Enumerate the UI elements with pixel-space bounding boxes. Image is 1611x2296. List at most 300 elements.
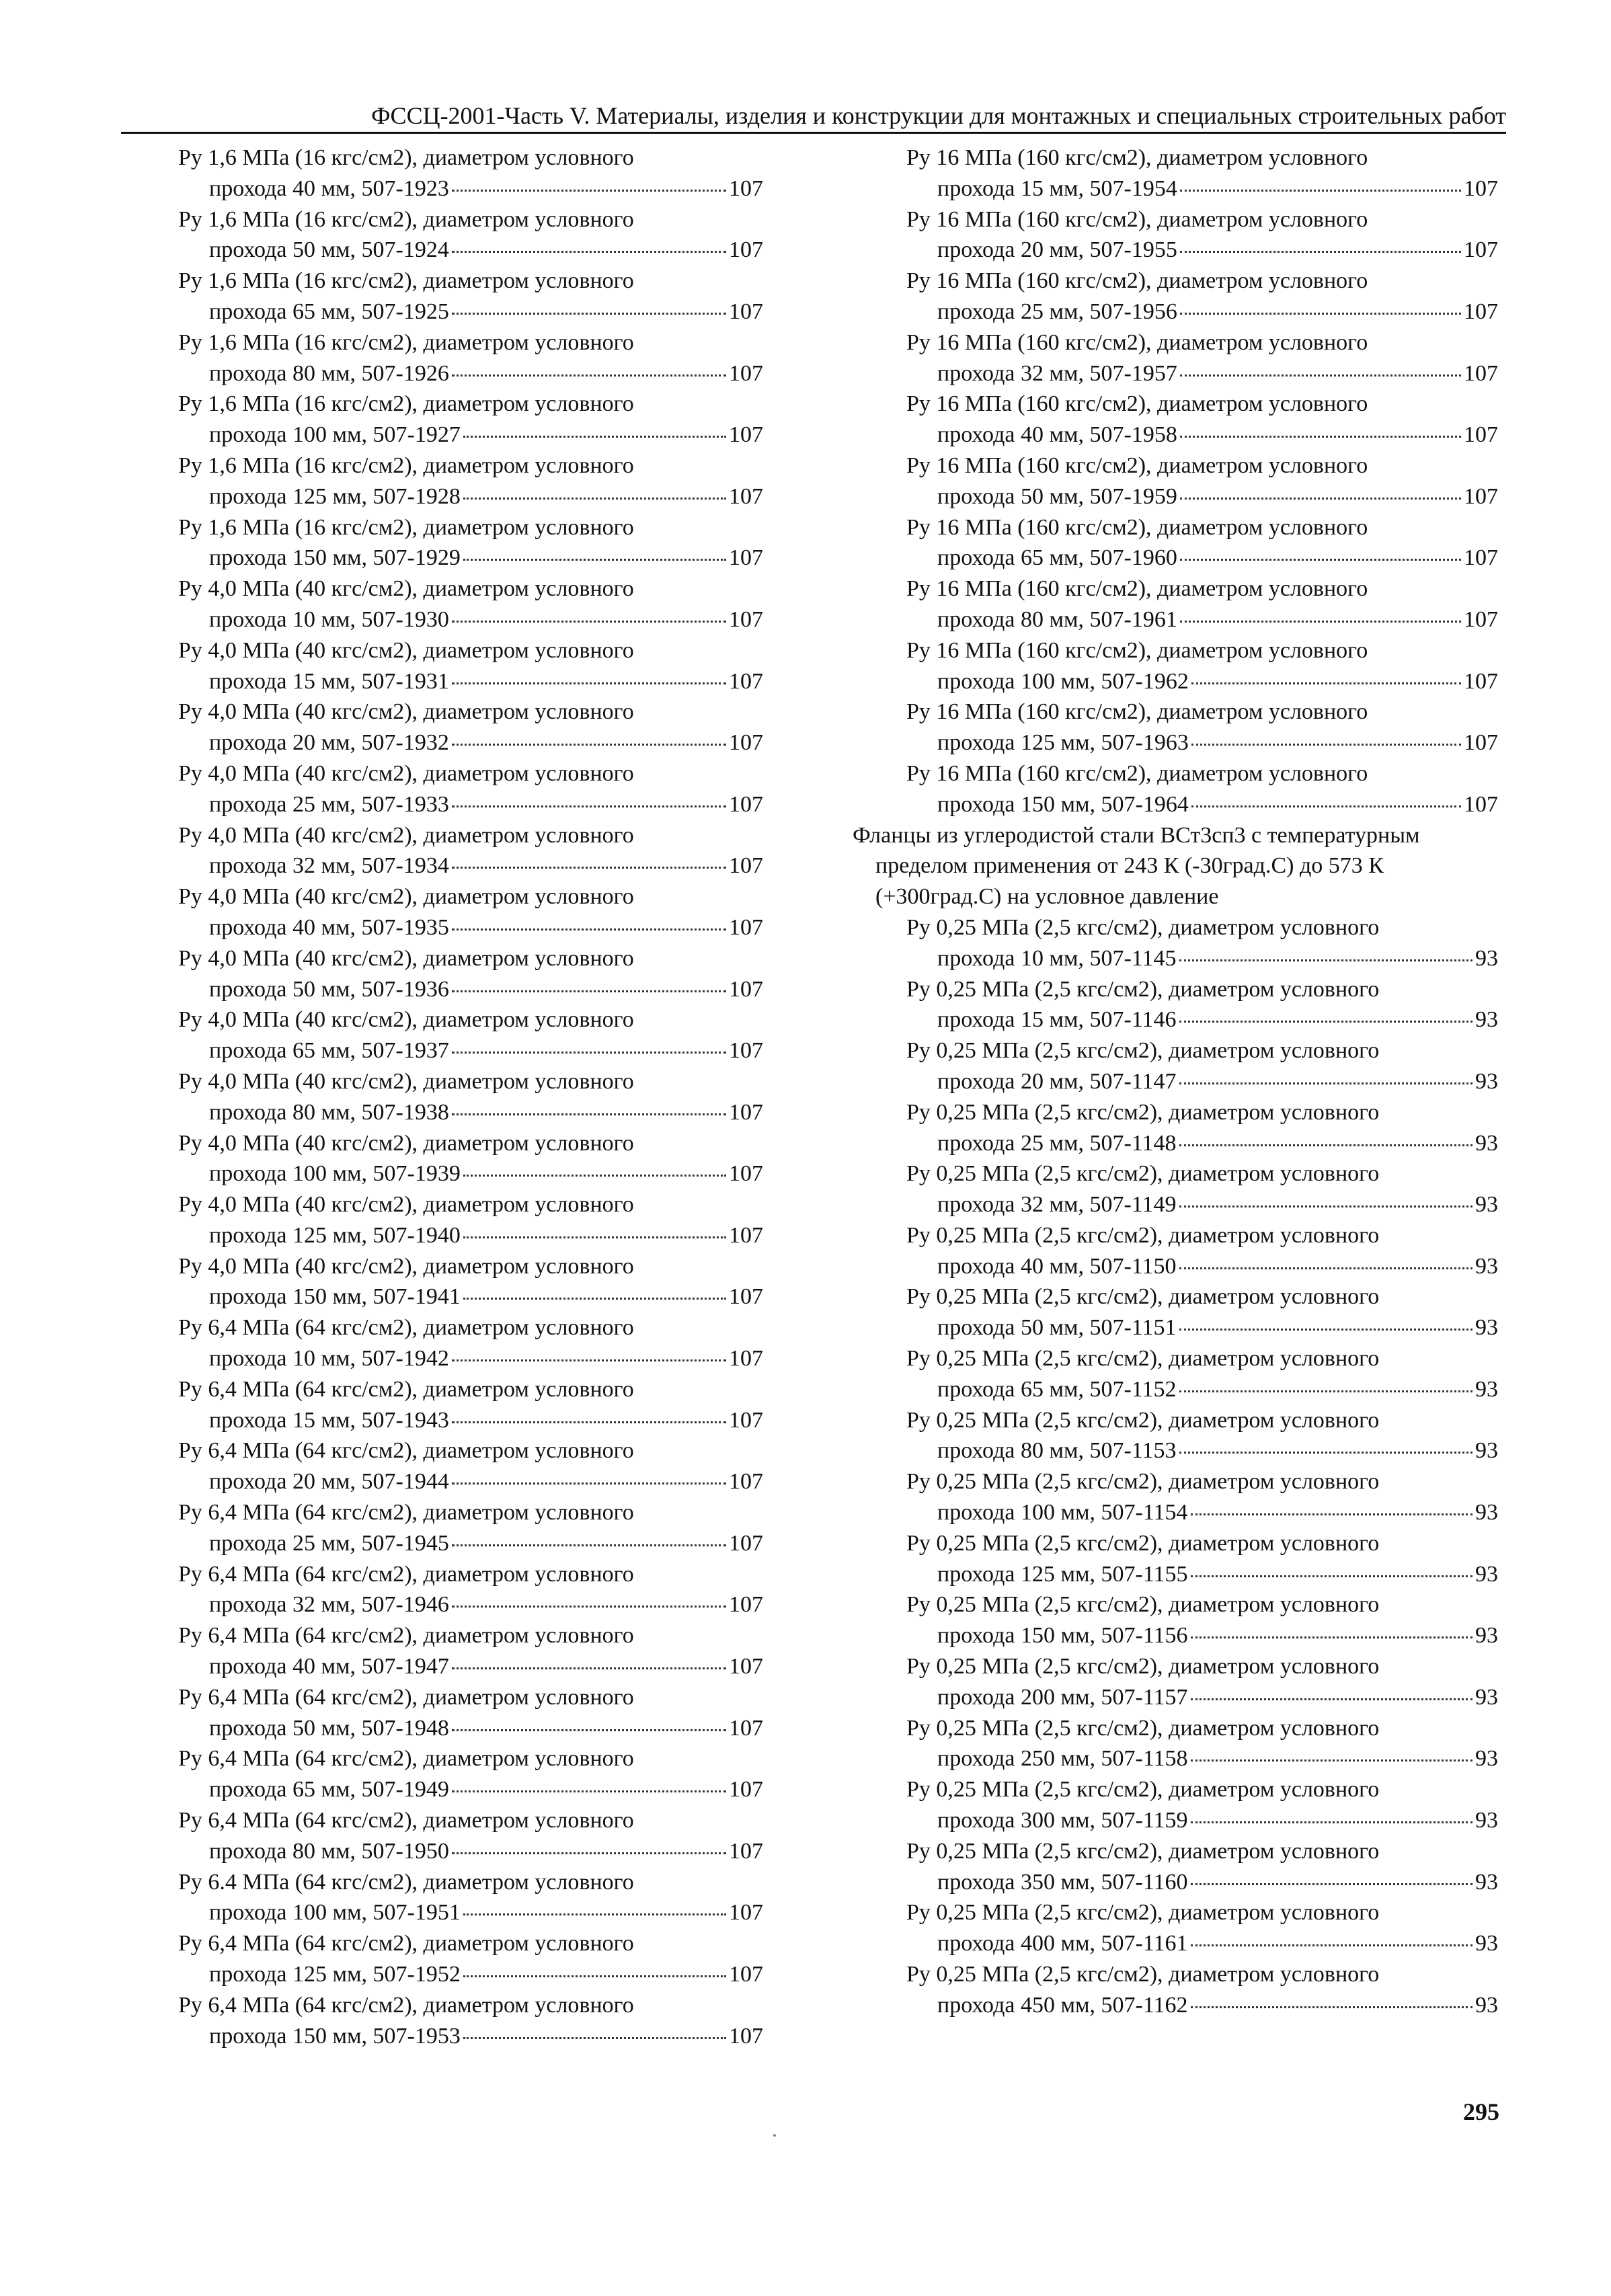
dot-leader: [463, 1175, 726, 1177]
dot-leader: [1180, 374, 1461, 377]
entry-pressure-text: Ру 16 МПа (160 кгс/см2), диаметром условного: [906, 329, 1368, 355]
entry-pressure-text: Ру 6,4 МПа (64 кгс/см2), диаметром условного: [178, 1992, 634, 2018]
index-entry: [178, 943, 763, 1005]
entry-bore-line: [906, 1128, 1498, 1159]
entry-bore-code: прохода 40 мм, 507-1150: [937, 1253, 1177, 1279]
page-reference: 107: [729, 1222, 763, 1248]
entry-bore-line: [906, 604, 1498, 635]
page-reference: 93: [1475, 1500, 1498, 1526]
index-entry: [178, 697, 763, 758]
entry-pressure-text: Ру 4,0 МПа (40 кгс/см2), диаметром условного: [178, 1192, 634, 1218]
entry-bore-code: прохода 150 мм, 507-1156: [937, 1623, 1188, 1649]
entry-bore-code: прохода 125 мм, 507-1155: [937, 1561, 1188, 1587]
right-column-entries-top: [853, 143, 1498, 820]
entry-bore-line: [178, 2021, 763, 2052]
index-entry: [853, 1651, 1498, 1713]
entry-pressure-text: Ру 4,0 МПа (40 кгс/см2), диаметром условного: [178, 637, 634, 663]
entry-pressure-text: Ру 6,4 МПа (64 кгс/см2), диаметром условного: [178, 1931, 634, 1956]
entry-bore-line: [906, 727, 1498, 758]
dot-leader: [463, 1298, 726, 1300]
entry-pressure-text: Ру 0,25 МПа (2,5 кгс/см2), диаметром условного: [906, 1530, 1380, 1556]
entry-bore-code: прохода 100 мм, 507-1951: [209, 1900, 461, 1926]
entry-pressure-text: Ру 1,6 МПа (16 кгс/см2), диаметром условного: [178, 268, 634, 294]
entry-pressure-text: Ру 16 МПа (160 кгс/см2), диаметром условного: [906, 760, 1368, 786]
dot-leader: [463, 1236, 726, 1238]
entry-bore-code: прохода 25 мм, 507-1956: [937, 299, 1177, 324]
entry-bore-code: прохода 50 мм, 507-1151: [937, 1315, 1177, 1341]
page-reference: 107: [729, 422, 763, 448]
dot-leader: [1191, 1636, 1472, 1638]
entry-pressure-text: Ру 6,4 МПа (64 кгс/см2), диаметром условного: [178, 1500, 634, 1526]
dot-leader: [1191, 805, 1461, 807]
entry-bore-line: [178, 543, 763, 573]
entry-pressure-text: Ру 0,25 МПа (2,5 кгс/см2), диаметром условного: [906, 1592, 1380, 1618]
entry-bore-line: [906, 943, 1498, 974]
entry-bore-code: прохода 40 мм, 507-1923: [209, 175, 449, 201]
index-entry: [853, 1281, 1498, 1343]
page-reference: 107: [1464, 791, 1498, 817]
entry-bore-code: прохода 150 мм, 507-1929: [209, 545, 461, 571]
dot-leader: [452, 1544, 726, 1546]
dot-leader: [452, 1606, 726, 1608]
entry-pressure-text: Ру 0,25 МПа (2,5 кгс/см2), диаметром условного: [906, 1161, 1380, 1187]
index-entry: [178, 204, 763, 266]
page-reference: 93: [1475, 1130, 1498, 1156]
entry-bore-line: [178, 850, 763, 881]
dot-leader: [1179, 959, 1472, 961]
entry-bore-line: [178, 789, 763, 820]
dot-leader: [452, 1729, 726, 1731]
entry-bore-line: [178, 974, 763, 1005]
index-entry: [178, 327, 763, 389]
index-entry: [178, 266, 763, 327]
page-reference: 107: [729, 175, 763, 201]
page-reference: 107: [729, 1592, 763, 1618]
entry-bore-line: [906, 1620, 1498, 1651]
page-reference: 107: [729, 1838, 763, 1864]
entry-bore-code: прохода 50 мм, 507-1959: [937, 483, 1177, 509]
entry-bore-code: прохода 100 мм, 507-1927: [209, 422, 461, 448]
page-reference: 107: [729, 237, 763, 263]
page-reference: 93: [1475, 1623, 1498, 1649]
index-entry: [178, 1743, 763, 1805]
entry-bore-line: [906, 1374, 1498, 1405]
entry-pressure-text: Ру 4,0 МПа (40 кгс/см2), диаметром условного: [178, 1130, 634, 1156]
entry-bore-line: [906, 1990, 1498, 2021]
entry-pressure-text: Ру 0,25 МПа (2,5 кгс/см2), диаметром условного: [906, 1469, 1380, 1495]
dot-leader: [1191, 2006, 1472, 2008]
entry-bore-code: прохода 80 мм, 507-1153: [937, 1438, 1177, 1464]
entry-bore-line: [178, 1713, 763, 1744]
entry-pressure-text: Ру 1,6 МПа (16 кгс/см2), диаметром условного: [178, 391, 634, 417]
index-entry: [853, 1158, 1498, 1220]
page-reference: 107: [729, 483, 763, 509]
entry-bore-line: [906, 1189, 1498, 1220]
entry-pressure-text: Ру 1,6 МПа (16 кгс/см2), диаметром условного: [178, 514, 634, 540]
right-column-entries-bottom: [853, 912, 1498, 2021]
dot-leader: [452, 374, 726, 377]
page-reference: 107: [729, 791, 763, 817]
entry-bore-line: [178, 235, 763, 266]
entry-bore-code: прохода 65 мм, 507-1152: [937, 1376, 1177, 1402]
dot-leader: [463, 1913, 726, 1915]
entry-pressure-text: Ру 6,4 МПа (64 кгс/см2), диаметром условного: [178, 1746, 634, 1772]
entry-bore-code: прохода 15 мм, 507-1931: [209, 668, 449, 694]
entry-bore-code: прохода 65 мм, 507-1937: [209, 1038, 449, 1064]
page-reference: 107: [729, 730, 763, 756]
dot-leader: [1191, 1698, 1472, 1700]
entry-bore-code: прохода 80 мм, 507-1938: [209, 1099, 449, 1125]
page-reference: 107: [729, 1715, 763, 1741]
index-entry: [853, 635, 1498, 697]
index-entry: [178, 881, 763, 943]
index-entry: [178, 758, 763, 820]
dot-leader: [1179, 1082, 1472, 1084]
dot-leader: [1191, 682, 1461, 684]
entry-pressure-text: Ру 0,25 МПа (2,5 кгс/см2), диаметром условного: [906, 1962, 1380, 1987]
entry-bore-code: прохода 50 мм, 507-1936: [209, 976, 449, 1002]
entry-pressure-text: Ру 0,25 МПа (2,5 кгс/см2), диаметром условного: [906, 1777, 1380, 1803]
dot-leader: [452, 1667, 726, 1669]
entry-bore-code: прохода 15 мм, 507-1954: [937, 175, 1177, 201]
page-reference: 107: [1464, 360, 1498, 386]
entry-bore-code: прохода 450 мм, 507-1162: [937, 1992, 1188, 2018]
entry-pressure-text: Ру 0,25 МПа (2,5 кгс/см2), диаметром условного: [906, 1715, 1380, 1741]
dot-leader: [452, 805, 726, 807]
page-reference: 93: [1475, 1746, 1498, 1772]
index-entry: [853, 204, 1498, 266]
dot-leader: [1191, 1575, 1472, 1577]
index-entry: [178, 635, 763, 697]
dot-leader: [1191, 1759, 1472, 1761]
page-reference: 93: [1475, 1315, 1498, 1341]
index-entry: [178, 1805, 763, 1867]
entry-pressure-text: Ру 0,25 МПа (2,5 кгс/см2), диаметром условного: [906, 1038, 1380, 1064]
dot-leader: [452, 682, 726, 684]
page-reference: 107: [1464, 422, 1498, 448]
entry-bore-code: прохода 65 мм, 507-1949: [209, 1777, 449, 1803]
entry-pressure-text: Ру 1,6 МПа (16 кгс/см2), диаметром условного: [178, 452, 634, 478]
entry-bore-line: [906, 1559, 1498, 1590]
entry-pressure-text: Ру 16 МПа (160 кгс/см2), диаметром условного: [906, 145, 1368, 170]
entry-pressure-text: Ру 0,25 МПа (2,5 кгс/см2), диаметром условного: [906, 1838, 1380, 1864]
entry-bore-code: прохода 20 мм, 507-1955: [937, 237, 1177, 263]
entry-pressure-text: Ру 0,25 МПа (2,5 кгс/см2), диаметром условного: [906, 1346, 1380, 1372]
page-reference: 107: [729, 1530, 763, 1556]
dot-leader: [1191, 1944, 1472, 1946]
dot-leader: [452, 867, 726, 869]
entry-pressure-text: Ру 4,0 МПа (40 кгс/см2), диаметром условного: [178, 699, 634, 725]
section-heading: Фланцы из углеродистой стали ВСт3сп3 с температурным пределом применения от 243 К (-30град.С) до 573 К (+300град.С) на условное давление: [853, 822, 1420, 910]
entry-bore-line: [178, 1343, 763, 1374]
entry-bore-code: прохода 400 мм, 507-1161: [937, 1931, 1188, 1956]
page-reference: 93: [1475, 1684, 1498, 1710]
entry-bore-line: [178, 358, 763, 389]
entry-pressure-text: Ру 4,0 МПа (40 кгс/см2), диаметром условного: [178, 884, 634, 910]
entry-bore-line: [178, 666, 763, 697]
entry-bore-code: прохода 20 мм, 507-1147: [937, 1068, 1177, 1094]
entry-bore-code: прохода 150 мм, 507-1964: [937, 791, 1189, 817]
index-entry: [853, 1035, 1498, 1097]
index-entry: [178, 1004, 763, 1066]
entry-pressure-text: Ру 6,4 МПа (64 кгс/см2), диаметром условного: [178, 1623, 634, 1649]
entry-bore-code: прохода 25 мм, 507-1945: [209, 1530, 449, 1556]
entry-bore-code: прохода 20 мм, 507-1944: [209, 1469, 449, 1495]
entry-bore-code: прохода 10 мм, 507-1930: [209, 606, 449, 632]
index-entry: [178, 1559, 763, 1621]
entry-bore-line: [178, 173, 763, 204]
index-entry: [853, 1589, 1498, 1651]
page-reference: 107: [729, 1161, 763, 1187]
entry-bore-line: [906, 1066, 1498, 1097]
page-reference: 107: [729, 2023, 763, 2049]
index-entry: [178, 512, 763, 574]
entry-bore-code: прохода 100 мм, 507-1154: [937, 1500, 1188, 1526]
page-reference: 93: [1475, 1808, 1498, 1833]
entry-pressure-text: Ру 16 МПа (160 кгс/см2), диаметром условного: [906, 391, 1368, 417]
entry-bore-code: прохода 10 мм, 507-1942: [209, 1346, 449, 1372]
entry-bore-code: прохода 40 мм, 507-1947: [209, 1654, 449, 1679]
entry-pressure-text: Ру 4,0 МПа (40 кгс/см2), диаметром условного: [178, 1007, 634, 1033]
entry-bore-code: прохода 200 мм, 507-1157: [937, 1684, 1188, 1710]
page-reference: 107: [729, 668, 763, 694]
dot-leader: [1179, 1021, 1472, 1023]
entry-bore-code: прохода 25 мм, 507-1933: [209, 791, 449, 817]
entry-bore-line: [178, 1651, 763, 1682]
page-reference: 107: [1464, 175, 1498, 201]
entry-pressure-text: Ру 6,4 МПа (64 кгс/см2), диаметром условного: [178, 1561, 634, 1587]
entry-bore-line: [906, 789, 1498, 820]
entry-pressure-text: Ру 4,0 МПа (40 кгс/см2), диаметром условного: [178, 760, 634, 786]
dot-leader: [1179, 1144, 1472, 1146]
entry-pressure-text: Ру 0,25 МПа (2,5 кгс/см2), диаметром условного: [906, 1900, 1380, 1926]
page-reference: 93: [1475, 945, 1498, 971]
index-entry: [853, 1405, 1498, 1467]
dot-leader: [1179, 1329, 1472, 1331]
entry-bore-code: прохода 100 мм, 507-1962: [937, 668, 1189, 694]
entry-bore-line: [906, 666, 1498, 697]
entry-bore-code: прохода 100 мм, 507-1939: [209, 1161, 461, 1187]
entry-bore-line: [906, 1004, 1498, 1035]
entry-bore-line: [906, 1928, 1498, 1959]
entry-bore-line: [178, 1158, 763, 1189]
entry-bore-line: [178, 1897, 763, 1928]
index-entry: [853, 1836, 1498, 1898]
index-entry: [178, 1928, 763, 1990]
entry-pressure-text: Ру 0,25 МПа (2,5 кгс/см2), диаметром условного: [906, 1284, 1380, 1310]
index-entry: [178, 1682, 763, 1744]
index-entry: [178, 1066, 763, 1128]
entry-bore-line: [178, 1959, 763, 1990]
entry-pressure-text: Ру 4,0 МПа (40 кгс/см2), диаметром условного: [178, 822, 634, 848]
entry-bore-line: [906, 1497, 1498, 1528]
entry-bore-code: прохода 40 мм, 507-1958: [937, 422, 1177, 448]
index-entry: [178, 1497, 763, 1559]
page-reference: 93: [1475, 1931, 1498, 1956]
entry-pressure-text: Ру 16 МПа (160 кгс/см2), диаметром условного: [906, 452, 1368, 478]
page-reference: 93: [1475, 1561, 1498, 1587]
dot-leader: [452, 1790, 726, 1792]
index-entry: [853, 450, 1498, 512]
index-entry: [853, 573, 1498, 635]
entry-pressure-text: Ру 6,4 МПа (64 кгс/см2), диаметром условного: [178, 1684, 634, 1710]
index-entry: [853, 1343, 1498, 1405]
index-entry: [178, 450, 763, 512]
entry-pressure-text: Ру 0,25 МПа (2,5 кгс/см2), диаметром условного: [906, 1222, 1380, 1248]
index-entry: [853, 1713, 1498, 1775]
page-reference: 107: [729, 1407, 763, 1433]
page-reference: 107: [729, 360, 763, 386]
header-rule: [121, 132, 1506, 134]
entry-bore-line: [178, 727, 763, 758]
dot-leader: [463, 498, 726, 500]
entry-bore-code: прохода 150 мм, 507-1941: [209, 1284, 461, 1310]
dot-leader: [1180, 498, 1461, 500]
index-entry: [853, 327, 1498, 389]
entry-bore-code: прохода 25 мм, 507-1148: [937, 1130, 1177, 1156]
entry-bore-line: [906, 481, 1498, 512]
dot-leader: [452, 1113, 726, 1115]
entry-bore-line: [178, 420, 763, 450]
page-reference: 107: [1464, 668, 1498, 694]
page-reference: 107: [1464, 299, 1498, 324]
entry-bore-code: прохода 32 мм, 507-1149: [937, 1192, 1177, 1218]
entry-pressure-text: Ру 16 МПа (160 кгс/см2), диаметром условного: [906, 514, 1368, 540]
dot-leader: [452, 928, 726, 931]
entry-pressure-text: Ру 1,6 МПа (16 кгс/см2), диаметром условного: [178, 329, 634, 355]
page-reference: 107: [1464, 237, 1498, 263]
entry-bore-line: [906, 173, 1498, 204]
entry-bore-line: [178, 1836, 763, 1867]
index-entry: [178, 1251, 763, 1313]
dot-leader: [452, 1052, 726, 1054]
index-entry: [853, 1220, 1498, 1282]
page-reference: 93: [1475, 1438, 1498, 1464]
page-reference: 107: [729, 299, 763, 324]
page-reference: 107: [729, 976, 763, 1002]
index-entry: [853, 1528, 1498, 1590]
entry-bore-code: прохода 32 мм, 507-1946: [209, 1592, 449, 1618]
index-entry: [178, 143, 763, 204]
entry-bore-code: прохода 250 мм, 507-1158: [937, 1746, 1188, 1772]
entry-pressure-text: Ру 6,4 МПа (64 кгс/см2), диаметром условного: [178, 1808, 634, 1833]
index-entry: [178, 1128, 763, 1190]
page-reference: 107: [1464, 545, 1498, 571]
index-entry: [853, 912, 1498, 974]
dot-leader: [1179, 1205, 1472, 1208]
page-reference: 107: [729, 1284, 763, 1310]
dot-leader: [452, 621, 726, 623]
index-entry: [853, 1774, 1498, 1836]
entry-bore-code: прохода 20 мм, 507-1932: [209, 730, 449, 756]
index-entry: [853, 1897, 1498, 1959]
dot-leader: [1179, 1452, 1472, 1454]
dot-leader: [1180, 251, 1461, 253]
entry-bore-line: [906, 420, 1498, 450]
index-entry: [178, 1374, 763, 1436]
entry-bore-code: прохода 15 мм, 507-1146: [937, 1007, 1177, 1033]
index-entry: [853, 143, 1498, 204]
entry-pressure-text: Ру 6,4 МПа (64 кгс/см2), диаметром условного: [178, 1438, 634, 1464]
dot-leader: [1191, 744, 1461, 746]
entry-bore-line: [178, 1281, 763, 1312]
index-entry: [853, 974, 1498, 1036]
entry-pressure-text: Ру 16 МПа (160 кгс/см2), диаметром условного: [906, 268, 1368, 294]
index-entry: [178, 1312, 763, 1374]
entry-bore-line: [906, 1867, 1498, 1898]
entry-pressure-text: Ру 4,0 МПа (40 кгс/см2), диаметром условного: [178, 945, 634, 971]
page-reference: 107: [1464, 483, 1498, 509]
entry-bore-line: [178, 1097, 763, 1128]
index-entry: [178, 1867, 763, 1929]
entry-bore-line: [178, 296, 763, 327]
entry-bore-code: прохода 125 мм, 507-1928: [209, 483, 461, 509]
entry-pressure-text: Ру 6.4 МПа (64 кгс/см2), диаметром условного: [178, 1869, 634, 1895]
page-reference: 107: [729, 1777, 763, 1803]
index-entry: [178, 1189, 763, 1251]
entry-bore-line: [178, 1528, 763, 1559]
page-reference: 93: [1475, 1007, 1498, 1033]
page-reference: 107: [1464, 730, 1498, 756]
entry-bore-code: прохода 80 мм, 507-1961: [937, 606, 1177, 632]
entry-bore-line: [906, 1251, 1498, 1282]
dot-leader: [452, 1482, 726, 1485]
dot-leader: [452, 190, 726, 192]
entry-bore-code: прохода 40 мм, 507-1935: [209, 914, 449, 940]
page-reference: 107: [729, 545, 763, 571]
page-reference: 93: [1475, 1253, 1498, 1279]
entry-bore-code: прохода 125 мм, 507-1952: [209, 1962, 461, 1987]
entry-bore-line: [178, 604, 763, 635]
entry-bore-code: прохода 125 мм, 507-1940: [209, 1222, 461, 1248]
page-header: ФССЦ-2001-Часть V. Материалы, изделия и конструкции для монтажных и специальных строительных работ: [371, 102, 1506, 129]
page-reference: 107: [729, 1469, 763, 1495]
entry-pressure-text: Ру 16 МПа (160 кгс/см2), диаметром условного: [906, 206, 1368, 232]
right-column: [853, 143, 1498, 2021]
entry-bore-code: прохода 32 мм, 507-1957: [937, 360, 1177, 386]
dot-leader: [463, 2037, 726, 2039]
entry-pressure-text: Ру 0,25 МПа (2,5 кгс/см2), диаметром условного: [906, 976, 1380, 1002]
entry-bore-line: [178, 1035, 763, 1066]
index-entry: [853, 1959, 1498, 2021]
dot-leader: [452, 313, 726, 315]
index-entry: [178, 820, 763, 882]
dot-leader: [463, 1975, 726, 1977]
page-reference: 107: [729, 853, 763, 879]
page-reference: 107: [729, 914, 763, 940]
entry-bore-code: прохода 300 мм, 507-1159: [937, 1808, 1188, 1833]
page-reference: 107: [729, 606, 763, 632]
dot-leader: [1180, 621, 1461, 623]
index-entry: [178, 1990, 763, 2052]
entry-bore-line: [906, 1312, 1498, 1343]
entry-pressure-text: Ру 16 МПа (160 кгс/см2), диаметром условного: [906, 637, 1368, 663]
page-reference: 93: [1475, 1376, 1498, 1402]
entry-bore-code: прохода 65 мм, 507-1960: [937, 545, 1177, 571]
entry-bore-code: прохода 50 мм, 507-1924: [209, 237, 449, 263]
entry-bore-code: прохода 50 мм, 507-1948: [209, 1715, 449, 1741]
entry-bore-code: прохода 10 мм, 507-1145: [937, 945, 1177, 971]
entry-pressure-text: Ру 1,6 МПа (16 кгс/см2), диаметром условного: [178, 145, 634, 170]
page-reference: 107: [729, 1654, 763, 1679]
page-reference: 93: [1475, 1992, 1498, 2018]
dot-leader: [1191, 1883, 1472, 1885]
page-reference: 93: [1475, 1068, 1498, 1094]
entry-bore-line: [906, 1805, 1498, 1836]
dot-leader: [452, 1852, 726, 1854]
dot-leader: [1180, 436, 1461, 438]
page-reference: 107: [1464, 606, 1498, 632]
